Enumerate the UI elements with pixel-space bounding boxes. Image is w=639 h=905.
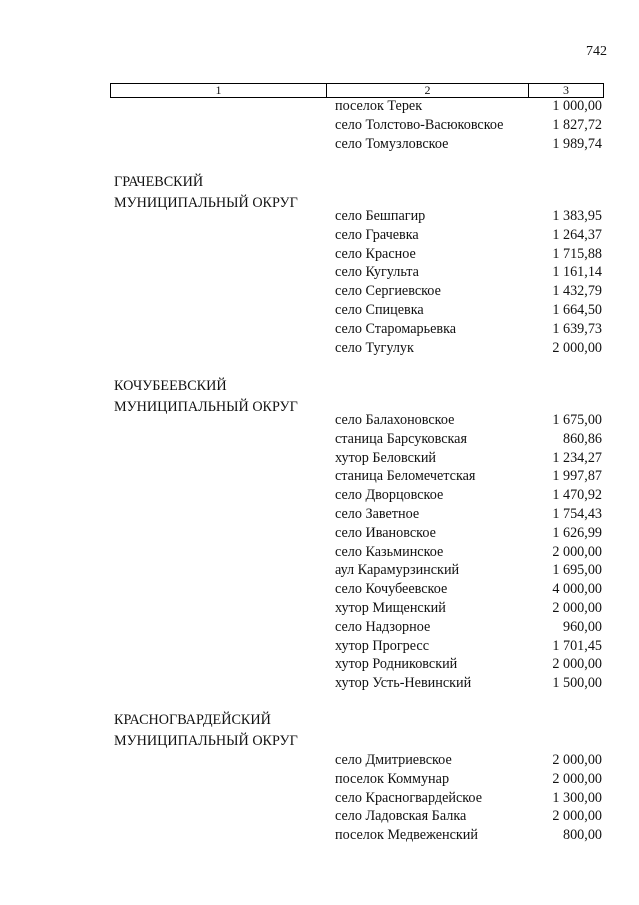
settlement-name: село Казьминское: [335, 543, 444, 560]
settlement-name: село Кочубеевское: [335, 581, 448, 598]
table-row: [0, 599, 639, 618]
table-row: [0, 655, 639, 674]
page-number: 742: [586, 44, 607, 59]
district-title-line1: ГРАЧЕВСКИЙ: [114, 174, 204, 190]
settlement-value: 1 639,73: [552, 320, 602, 337]
settlement-value: 2 000,00: [552, 339, 602, 356]
district-title-line2: МУНИЦИПАЛЬНЫЙ ОКРУГ: [114, 195, 298, 211]
settlement-name: село Ладовская Балка: [335, 808, 467, 825]
settlement-name: поселок Коммунар: [335, 770, 450, 787]
column-header-2: 2: [327, 84, 529, 98]
table-row: [0, 561, 639, 580]
district-title-line1: КОЧУБЕЕВСКИЙ: [114, 378, 227, 394]
district-title-line2: МУНИЦИПАЛЬНЫЙ ОКРУГ: [114, 399, 298, 415]
column-header-row: [110, 83, 604, 98]
table-row: [0, 467, 639, 486]
settlement-name: село Сергиевское: [335, 283, 441, 300]
column-header-1: 1: [215, 83, 222, 97]
settlement-name: село Грачевка: [335, 226, 419, 243]
settlement-name: хутор Усть-Невинский: [335, 675, 472, 692]
table-row: [0, 826, 639, 845]
table-row: [0, 207, 639, 226]
table-row: [0, 135, 639, 154]
settlement-name: поселок Терек: [335, 98, 423, 114]
table-row: [0, 751, 639, 770]
settlement-name: аул Карамурзинский: [335, 562, 460, 579]
settlement-value: 1 161,14: [552, 264, 602, 281]
table-row: [0, 674, 639, 693]
settlement-name: село Дворцовское: [335, 487, 444, 504]
settlement-value: 1 664,50: [552, 302, 602, 318]
settlement-value: 2 000,00: [552, 808, 602, 825]
table-row: [0, 580, 639, 599]
settlement-value: 1 989,74: [552, 135, 602, 152]
table-row: [0, 524, 639, 543]
settlement-value: 860,86: [562, 430, 602, 447]
settlement-name: хутор Беловский: [335, 449, 437, 466]
settlement-value: 2 000,00: [552, 600, 602, 616]
table-row: [0, 301, 639, 320]
settlement-name: село Надзорное: [335, 618, 431, 635]
settlement-value: 1 264,37: [552, 226, 602, 243]
table-row: [0, 789, 639, 808]
settlement-name: село Тугулук: [335, 339, 414, 356]
settlement-value: 1 626,99: [552, 524, 602, 541]
settlement-name: село Толстово-Васюковское: [335, 116, 504, 133]
table-row: [0, 486, 639, 505]
table-row: [0, 637, 639, 656]
settlement-name: село Бешпагир: [335, 208, 426, 224]
table-row: [0, 618, 639, 637]
settlement-value: 2 000,00: [552, 752, 602, 768]
settlement-value: 1 754,43: [552, 506, 602, 522]
settlement-value: 1 675,00: [552, 412, 602, 428]
table-row: [0, 97, 639, 116]
table-row: [0, 770, 639, 789]
settlement-name: станица Барсуковская: [335, 430, 468, 447]
settlement-value: 1 695,00: [552, 562, 602, 579]
settlement-value: 960,00: [562, 618, 602, 635]
table-row: [0, 543, 639, 562]
settlement-name: хутор Мищенский: [335, 600, 446, 616]
district-title-line2: МУНИЦИПАЛЬНЫЙ ОКРУГ: [114, 733, 298, 749]
settlement-value: 1 432,79: [552, 283, 602, 300]
settlement-name: село Дмитриевское: [335, 752, 452, 768]
settlement-value: 1 383,95: [552, 208, 602, 224]
settlement-name: село Спицевка: [335, 302, 424, 318]
settlement-value: 1 715,88: [552, 245, 602, 262]
settlement-name: село Балахоновское: [335, 412, 455, 428]
column-header-3: 3: [529, 84, 604, 98]
settlement-value: 1 500,00: [552, 675, 602, 692]
table-row: [0, 505, 639, 524]
settlement-name: село Красногвардейское: [335, 789, 483, 806]
table-row: [0, 116, 639, 135]
table-row: [0, 449, 639, 468]
table-row: [0, 339, 639, 358]
table-row: [0, 411, 639, 430]
settlement-value: 1 701,45: [552, 637, 602, 654]
district-title-line1: КРАСНОГВАРДЕЙСКИЙ: [114, 712, 271, 728]
settlement-value: 1 827,72: [552, 116, 602, 133]
settlement-name: село Кугульта: [335, 264, 419, 281]
settlement-value: 1 000,00: [552, 98, 602, 114]
settlement-value: 1 234,27: [552, 449, 602, 466]
settlement-value: 4 000,00: [552, 581, 602, 598]
settlement-value: 1 470,92: [552, 487, 602, 504]
table-row: [0, 807, 639, 826]
settlement-name: хутор Прогресс: [335, 637, 429, 654]
settlement-name: поселок Медвеженский: [335, 827, 478, 844]
settlement-name: село Ивановское: [335, 524, 436, 541]
settlement-value: 2 000,00: [552, 543, 602, 560]
settlement-name: хутор Родниковский: [335, 656, 458, 673]
table-row: [0, 226, 639, 245]
table-row: [0, 245, 639, 264]
table-row: [0, 320, 639, 339]
settlement-name: село Старомарьевка: [335, 320, 457, 337]
settlement-value: 1 300,00: [552, 789, 602, 806]
district-title: [114, 710, 374, 752]
settlement-value: 2 000,00: [552, 770, 602, 787]
table-row: [0, 282, 639, 301]
settlement-value: 800,00: [562, 827, 602, 844]
settlement-value: 2 000,00: [552, 656, 602, 673]
settlement-name: станица Беломечетская: [335, 468, 476, 485]
settlement-value: 1 997,87: [552, 468, 602, 485]
table-row: [0, 430, 639, 449]
settlement-name: село Красное: [335, 245, 416, 262]
settlement-name: село Заветное: [335, 506, 420, 522]
table-row: [0, 263, 639, 282]
settlement-name: село Томузловское: [335, 135, 449, 152]
